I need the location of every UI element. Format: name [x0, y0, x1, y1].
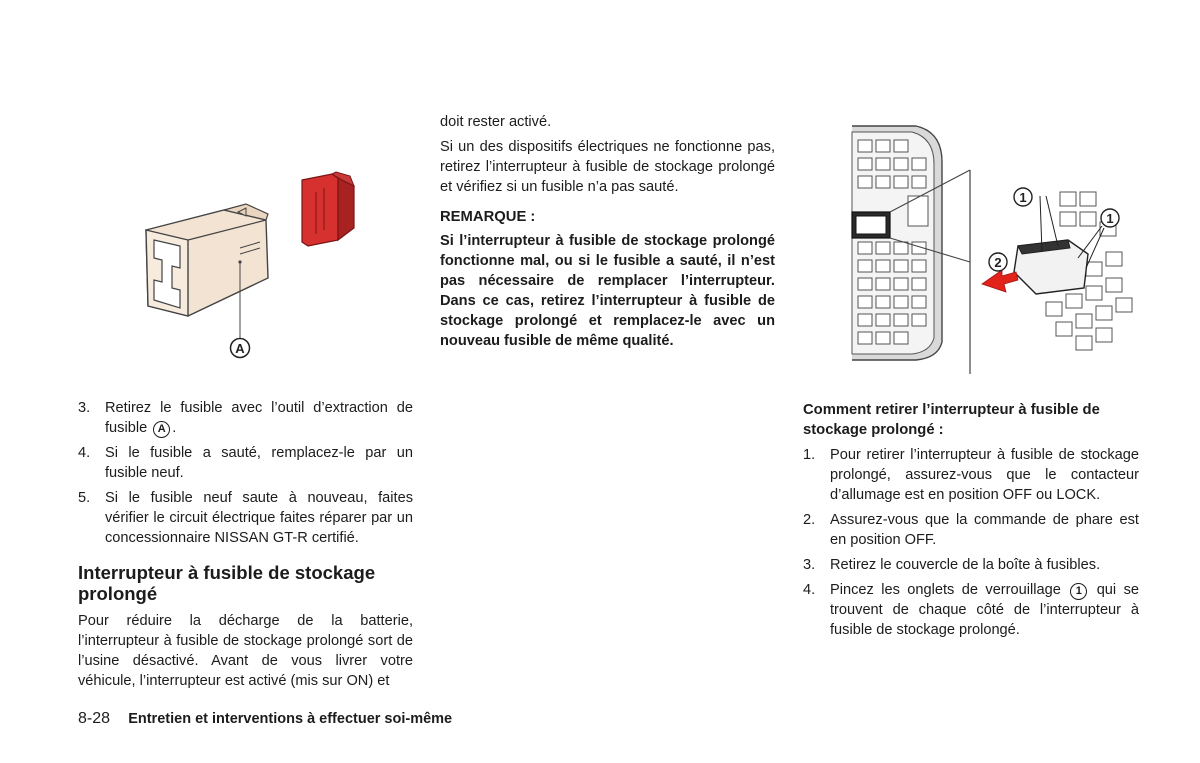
right-column: [803, 400, 1139, 645]
step-number: 2.: [803, 512, 816, 528]
left-column: [78, 398, 413, 691]
step-text-end: .: [172, 420, 177, 436]
step-text: Retirez le fusible avec l’outil d’extraction de fusible: [105, 400, 413, 436]
callout-2-label: 2: [994, 255, 1002, 270]
step-number: 5.: [78, 490, 91, 506]
continuation-text: doit rester activé.: [440, 114, 552, 130]
section-intro: Pour réduire la décharge de la batterie, l’interrupteur à fusible de stockage prolongé sort de l’usine désactivé. Avant de vous livrer votre véhicule, l’interrupteur est activé (mis sur ON) et: [78, 613, 413, 689]
step-text: Retirez le couvercle de la boîte à fusibles.: [830, 557, 1101, 573]
step-number: 4.: [803, 582, 816, 598]
right-step-2: [803, 510, 1139, 550]
step-text: Si le fusible neuf saute à nouveau, faites vérifier le circuit électrique faites réparer par un concessionnaire NISSAN GT-R certifié.: [105, 490, 413, 546]
fuse-box-panel: [852, 126, 942, 360]
check-fuse-paragraph: Si un des dispositifs électriques ne fonctionne pas, retirez l’interrupteur à fusible de stockage prolongé et vérifiez si un fusible n’a pas sauté.: [440, 139, 775, 195]
note-heading: REMARQUE :: [440, 209, 536, 225]
left-step-5: [78, 488, 413, 548]
marker-a: A: [153, 421, 170, 438]
chapter-title: Entretien et interventions à effectuer soi-même: [128, 711, 453, 727]
page-footer: [78, 710, 452, 728]
step-number: 4.: [78, 445, 91, 461]
right-step-1: [803, 445, 1139, 505]
step-number: 1.: [803, 447, 816, 463]
step-text: Si le fusible a sauté, remplacez-le par un fusible neuf.: [105, 445, 413, 481]
right-step-4: [803, 580, 1139, 640]
step-text: Assurez-vous que la commande de phare est en position OFF.: [830, 512, 1139, 548]
callout-1-left-label: 1: [1019, 190, 1027, 205]
fuse-extractor-illustration: [128, 168, 378, 368]
step-text-end: qui se trouvent de chaque côté de l’interrupteur à fusible de stockage prolongé.: [830, 582, 1139, 638]
right-step-3: [803, 555, 1139, 575]
callout-1-right-label: 1: [1106, 211, 1114, 226]
step-text: Pincez les onglets de verrouillage: [830, 582, 1061, 598]
step-number: 3.: [78, 400, 91, 416]
left-step-4: [78, 443, 413, 483]
removal-heading: Comment retirer l’interrupteur à fusible de stockage prolongé :: [803, 402, 1100, 438]
step-number: 3.: [803, 557, 816, 573]
marker-1: 1: [1070, 583, 1087, 600]
middle-column: [440, 112, 775, 351]
step-text: Pour retirer l’interrupteur à fusible de stockage prolongé, assurez-vous que le contacteur d’allumage est en position OFF ou LOCK.: [830, 447, 1139, 503]
callout-a-label: A: [235, 341, 245, 356]
section-title: Interrupteur à fusible de stockage prolongé: [78, 562, 376, 604]
note-text: Si l’interrupteur à fusible de stockage prolongé fonctionne mal, ou si le fusible a sauté, il n’est pas nécessaire de remplacer l’interrupteur. Dans ce cas, retirez l’interrupteur à fusible de stockage prolongé et remplacez-le avec un nouveau fusible de même qualité.: [440, 233, 775, 349]
detail-inset: [970, 170, 1142, 378]
page-number: 8-28: [78, 710, 111, 727]
fuse-box-illustration: [846, 122, 1142, 378]
fuse-red: [302, 172, 354, 246]
fuse-extractor-tool: [146, 204, 268, 338]
left-step-3: [78, 398, 413, 438]
